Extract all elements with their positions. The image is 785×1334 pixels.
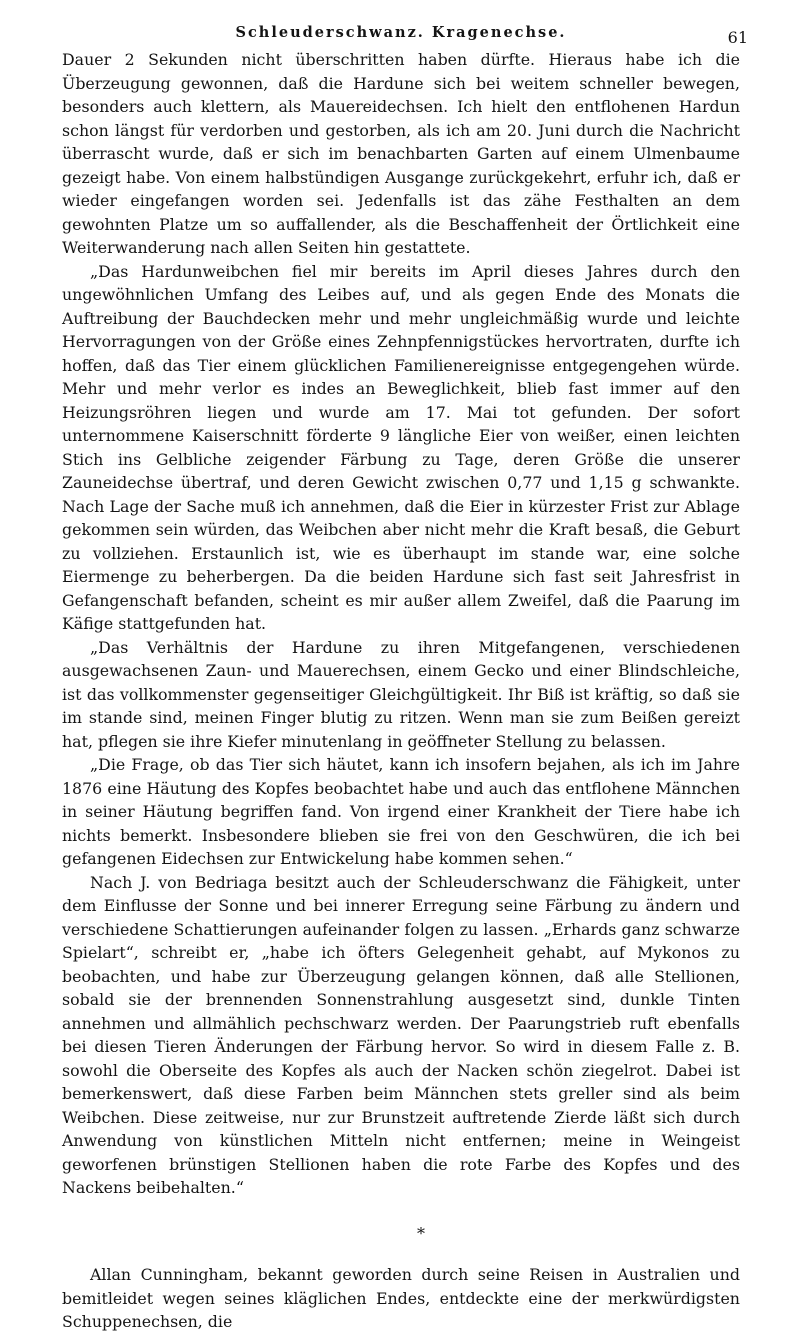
body-text [62, 48, 740, 1334]
page-header [62, 18, 748, 48]
paragraph-1: Dauer 2 Sekunden nicht überschritten haben dürfte. Hieraus habe ich die Überzeugung gewonnen, daß die Hardune sich bei weitem schneller bewegen, besonders auch klettern, als Mauereidechsen. Ich hielt den entflohenen Hardun schon längst für verdorben und gestorben, als ich am 20. Juni durch die Nachricht überrascht wurde, daß er sich im benachbarten Garten auf einem Ulmenbaume gezeigt habe. Von einem halbstündigen Ausgange zurückgekehrt, erfuhr ich, daß er wieder eingefangen worden sei. Jedenfalls ist das zähe Festhalten an dem gewohnten Platze um so auffallender, als die Beschaffenheit der Örtlichkeit eine Weiterwanderung nach allen Seiten hin gestattete. [62, 50, 740, 257]
paragraph-4: „Die Frage, ob das Tier sich häutet, kann ich insofern bejahen, als ich im Jahre 1876 eine Häutung des Kopfes beobachtet habe und auch das entflohene Männchen in seiner Häutung begriffen fand. Von irgend einer Krankheit der Tiere habe ich nichts bemerkt. Insbesondere blieben sie frei von den Geschwüren, die ich bei gefangenen Eidechsen zur Entwickelung habe kommen sehen.“ [62, 755, 740, 868]
page-number: 61 [727, 28, 748, 47]
paragraph-5: Nach J. von Bedriaga besitzt auch der Schleuderschwanz die Fähigkeit, unter dem Einflusse der Sonne und bei innerer Erregung seine Färbung zu ändern und verschiedene Schattierungen aufeinander folgen zu lassen. „Erhards ganz schwarze Spielart“, schreibt er, „habe ich öfters Gelegenheit gehabt, auf Mykonos zu beobachten, und habe zur Überzeugung gelangen können, daß alle Stellionen, sobald sie der brennenden Sonnenstrahlung ausgesetzt sind, dunkle Tinten annehmen und allmählich pechschwarz werden. Der Paarungstrieb ruft ebenfalls bei diesen Tieren Änderungen der Färbung hervor. So wird in diesem Falle z. B. sowohl die Oberseite des Kopfes als auch der Nacken schön ziegelrot. Dabei ist bemerkenswert, daß diese Farben beim Männchen stets greller sind als beim Weibchen. Diese zeitweise, nur zur Brunstzeit auftretende Zierde läßt sich durch Anwendung von künstlichen Mitteln nicht entfernen; meine in Weingeist geworfenen brünstigen Stellionen haben die rote Farbe des Kopfes und des Nackens beibehalten.“ [62, 872, 740, 1197]
paragraph-2: „Das Hardunweibchen fiel mir bereits im April dieses Jahres durch den ungewöhnlichen Umfang des Leibes auf, und als gegen Ende des Monats die Auftreibung der Bauchdecken mehr und mehr ungleichmäßig wurde und leichte Hervorragungen von der Größe eines Zehnpfennigstückes hervortraten, durfte ich hoffen, daß das Tier einem glücklichen Familienereignisse entgegengehen würde. Mehr und mehr verlor es indes an Beweglichkeit, blieb fast immer auf den Heizungsröhren liegen und wurde am 17. Mai tot gefunden. Der sofort unternommene Kaiserschnitt förderte 9 längliche Eier von weißer, einen leichten Stich ins Gelbliche zeigender Färbung zu Tage, deren Größe die unserer Zauneidechse übertraf, und deren Gewicht zwischen 0,77 und 1,15 g schwankte. Nach Lage der Sache muß ich annehmen, daß die Eier in kürzester Frist zur Ablage gekommen sein würden, das Weibchen aber nicht mehr die Kraft besaß, die Geburt zu vollziehen. Erstaunlich ist, wie es überhaupt im stande war, eine solche Eiermenge zu beherbergen. Da die beiden Hardune sich fast seit Jahresfrist in Gefangenschaft befanden, scheint es mir außer allem Zweifel, daß die Paarung im Käfige stattgefunden hat. [62, 261, 740, 633]
running-head: Schleuderschwanz. Kragenechse. [235, 24, 567, 41]
paragraph-3: „Das Verhältnis der Hardune zu ihren Mitgefangenen, verschiedenen ausgewachsenen Zaun- und Mauerechsen, einem Gecko und einer Blindschleiche, ist das vollkommenster gegenseitiger Gleichgültigkeit. Ihr Biß ist kräftig, so daß sie im stande sind, meinen Finger blutig zu ritzen. Wenn man sie zum Beißen gereizt hat, pflegen sie ihre Kiefer minutenlang in geöffneter Stellung zu belassen. [62, 637, 740, 751]
section-separator: * [417, 1223, 425, 1243]
paragraph-6: Allan Cunningham, bekannt geworden durch seine Reisen in Australien und bemitleidet wegen seines kläglichen Endes, entdeckte eine der merkwürdigsten Schuppenechsen, die [62, 1265, 740, 1331]
